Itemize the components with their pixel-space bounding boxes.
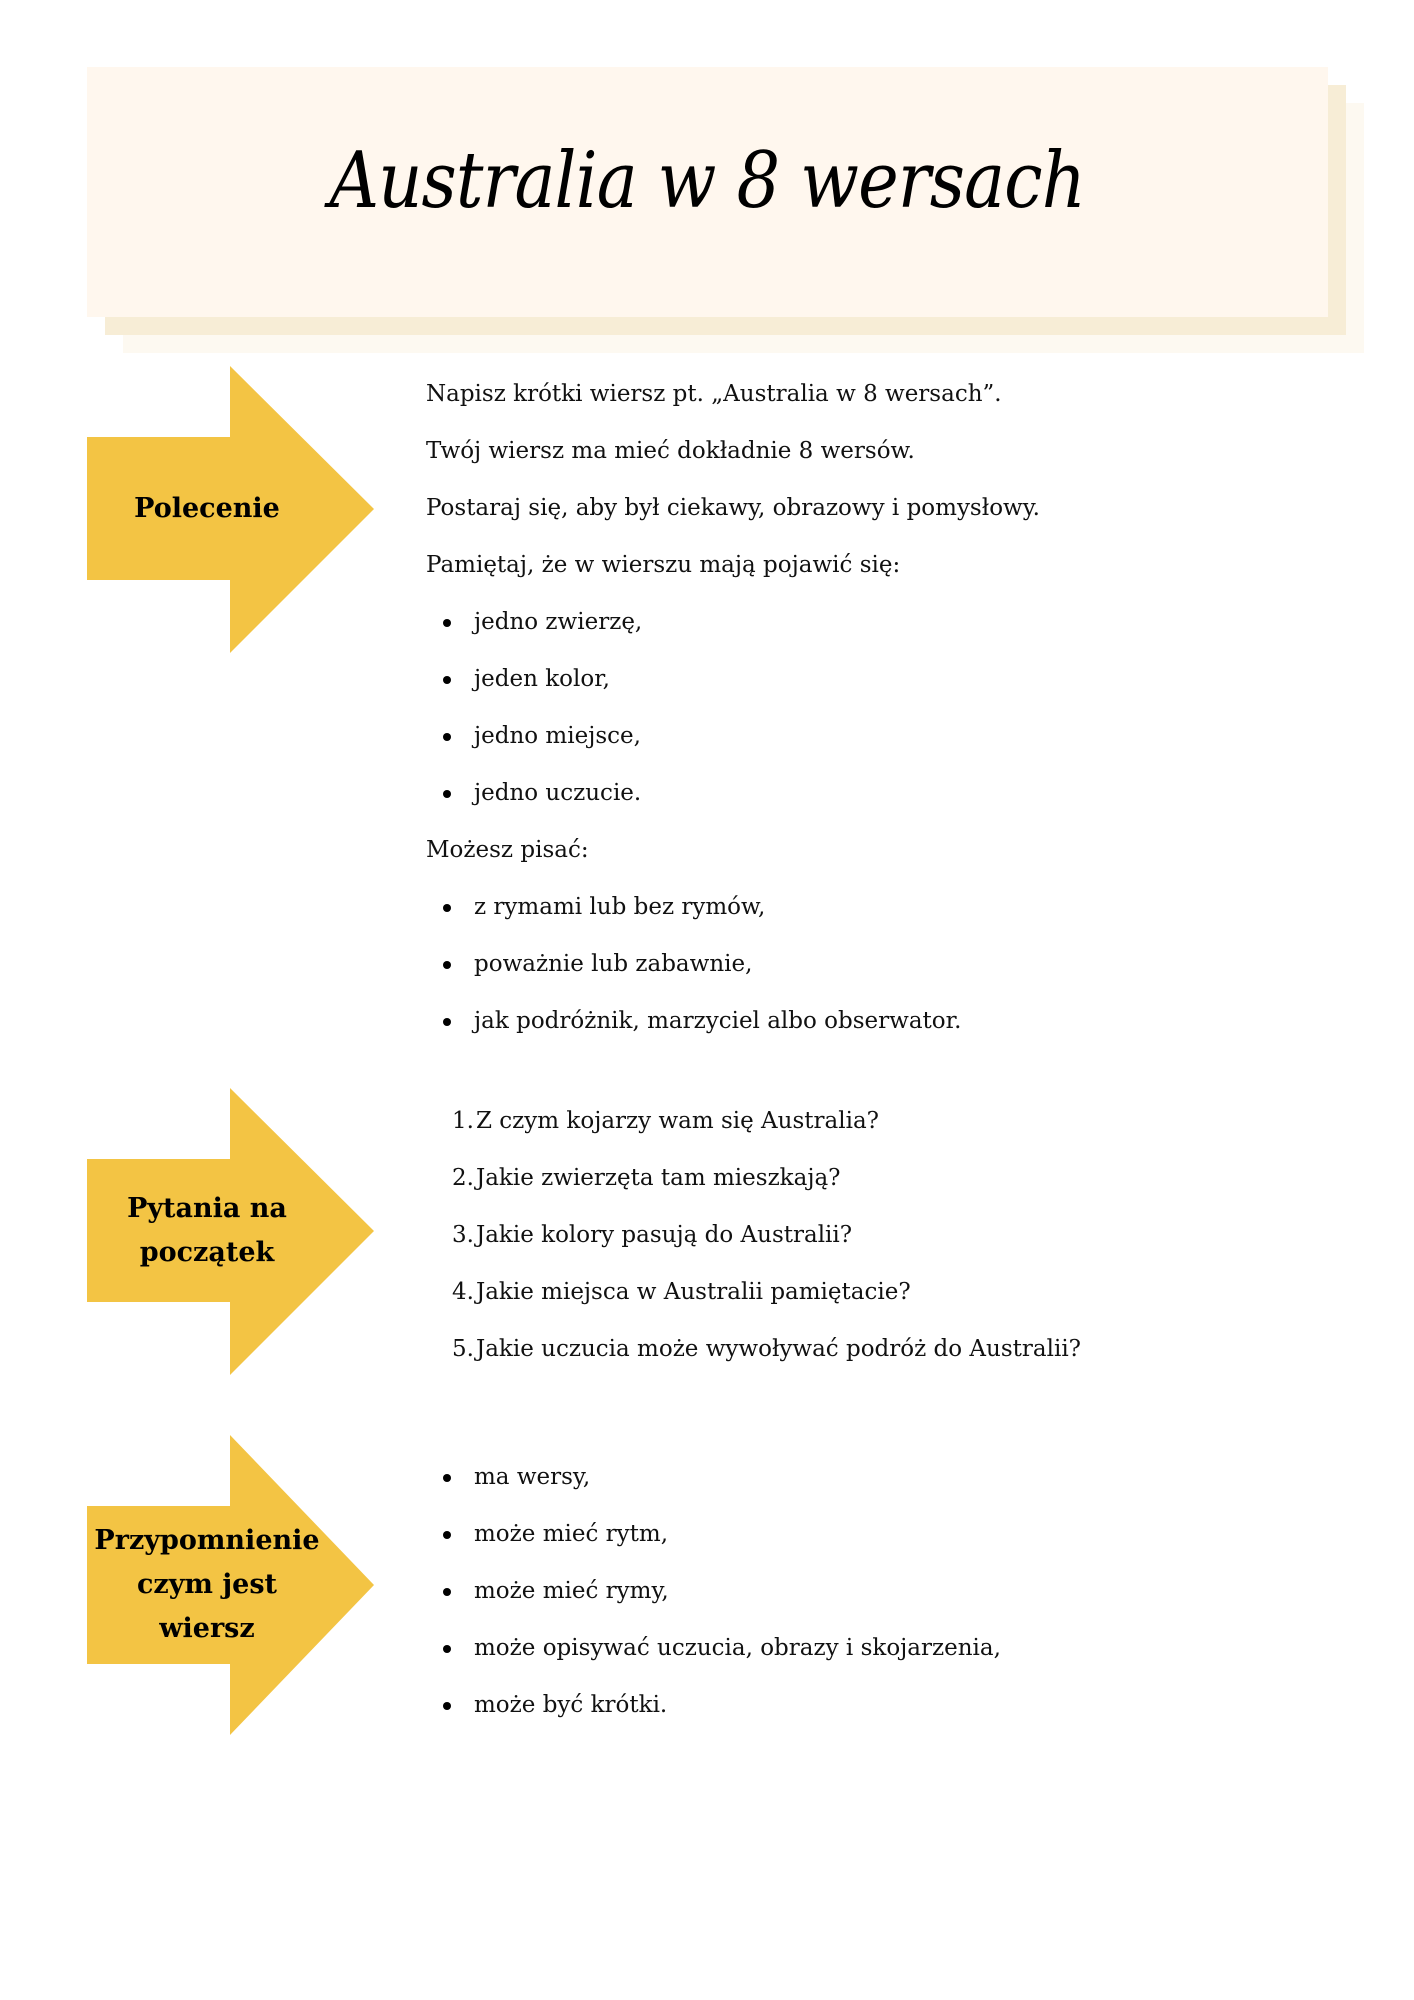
paragraph: Napisz krótki wiersz pt. „Australia w 8 wersach”. (426, 381, 1002, 407)
bullet-icon (443, 1531, 451, 1539)
list-item (426, 936, 1040, 993)
subheading: Możesz pisać: (426, 837, 589, 863)
list-item (426, 1506, 1001, 1563)
section-przypomnienie-content (426, 1449, 1001, 1734)
section-label-przypomnienie (87, 1519, 327, 1651)
list-item (426, 1620, 1001, 1677)
question-text: Jakie kolory pasują do Australii? (476, 1222, 853, 1248)
bullet-icon (443, 1474, 451, 1482)
paragraph: Postaraj się, aby był ciekawy, obrazowy i pomysłowy. (426, 495, 1040, 521)
label-line: czym jest (136, 1569, 278, 1600)
list-item (426, 993, 1040, 1050)
question-number: 1. (452, 1108, 474, 1134)
list-item-text: może opisywać uczucia, obrazy i skojarzenia, (474, 1635, 1001, 1661)
question-number: 2. (452, 1165, 474, 1191)
list-item-text: może być krótki. (474, 1692, 668, 1718)
label-line: Przypomnienie (94, 1525, 320, 1556)
bullet-icon (443, 676, 451, 684)
label-line: Polecenie (134, 493, 280, 524)
header-box (87, 67, 1328, 317)
list-item-text: jak podróżnik, marzyciel albo obserwator. (474, 1008, 962, 1034)
list-item-text: ma wersy, (474, 1464, 591, 1490)
section-pytania-content (428, 1093, 1081, 1378)
bullet-icon (443, 1645, 451, 1653)
list-item-text: jedno zwierzę, (474, 609, 643, 635)
bullet-icon (443, 1018, 451, 1026)
list-item (426, 765, 1040, 822)
list-item-text: poważnie lub zabawnie, (474, 951, 753, 977)
question-item (428, 1093, 1081, 1150)
list-item-text: może mieć rymy, (474, 1578, 669, 1604)
question-item (428, 1321, 1081, 1378)
label-line: Pytania na (127, 1193, 287, 1224)
list-item-text: jedno uczucie. (474, 780, 642, 806)
question-text: Jakie zwierzęta tam mieszkają? (476, 1165, 841, 1191)
list-item-text: może mieć rytm, (474, 1521, 669, 1547)
bullet-icon (443, 904, 451, 912)
paragraph: Pamiętaj, że w wierszu mają pojawić się: (426, 552, 901, 578)
question-text: Jakie miejsca w Australii pamiętacie? (476, 1279, 911, 1305)
list-item-text: jeden kolor, (474, 666, 610, 692)
bullet-icon (443, 1702, 451, 1710)
section-label-polecenie (87, 487, 327, 531)
list-item (426, 1677, 1001, 1734)
list-item (426, 1449, 1001, 1506)
list-item (426, 708, 1040, 765)
list-item (426, 594, 1040, 651)
question-item (428, 1264, 1081, 1321)
bullet-icon (443, 733, 451, 741)
list-item (426, 879, 1040, 936)
list-item (426, 1563, 1001, 1620)
question-text: Jakie uczucia może wywoływać podróż do Australii? (476, 1336, 1082, 1362)
bullet-icon (443, 1588, 451, 1596)
bullet-icon (443, 790, 451, 798)
list-item-text: z rymami lub bez rymów, (474, 894, 766, 920)
arrow-polecenie (87, 366, 374, 653)
label-line: wiersz (159, 1613, 255, 1644)
list-item-text: jedno miejsce, (474, 723, 641, 749)
question-text: Z czym kojarzy wam się Australia? (476, 1108, 879, 1134)
question-number: 5. (452, 1336, 474, 1362)
section-polecenie-content (426, 366, 1040, 1050)
question-item (428, 1207, 1081, 1264)
question-item (428, 1150, 1081, 1207)
label-line: początek (139, 1237, 275, 1268)
section-label-pytania (87, 1187, 327, 1275)
arrow-przypomnienie (87, 1435, 374, 1735)
list-item (426, 651, 1040, 708)
bullet-icon (443, 619, 451, 627)
paragraph: Twój wiersz ma mieć dokładnie 8 wersów. (426, 438, 915, 464)
arrow-pytania (87, 1088, 374, 1375)
question-number: 4. (452, 1279, 474, 1305)
question-number: 3. (452, 1222, 474, 1248)
bullet-icon (443, 961, 451, 969)
page-title: Australia w 8 wersach (329, 136, 1086, 226)
